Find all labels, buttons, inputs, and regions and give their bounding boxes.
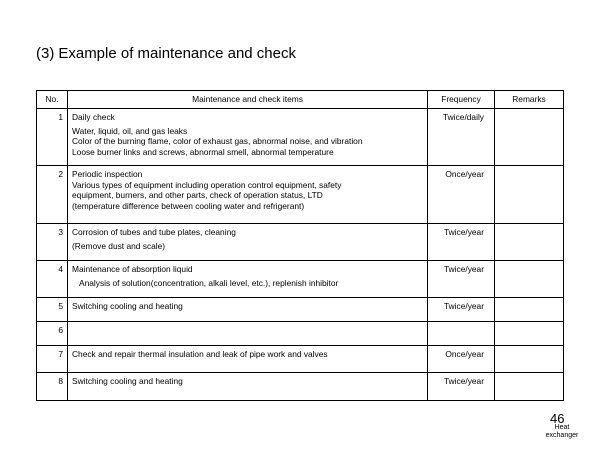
- row-item: [68, 373, 428, 401]
- item-line: Switching cooling and heating: [72, 376, 183, 386]
- row-frequency: Twice/year: [428, 373, 495, 401]
- item-line: Daily check: [72, 112, 115, 122]
- item-line: equipment, burners, and other parts, check of operation status, LTD: [72, 190, 323, 200]
- item-line: Various types of equipment including operation control equipment, safety: [72, 179, 342, 190]
- table-row: [37, 224, 564, 261]
- footer-label-line: Heat: [554, 424, 570, 431]
- table-row: [37, 109, 564, 166]
- header-remarks: Remarks: [495, 91, 564, 109]
- item-line: Corrosion of tubes and tube plates, cleaning: [72, 227, 236, 237]
- item-line: (temperature difference between cooling water and refrigerant): [72, 200, 305, 211]
- row-frequency: Twice/year: [428, 298, 495, 322]
- item-line: Water, liquid, oil, and gas leaks: [72, 125, 188, 136]
- row-remarks: [495, 322, 564, 346]
- row-item: [68, 298, 428, 322]
- footer-label-line: exchanger: [545, 432, 579, 439]
- item-line: Check and repair thermal insulation and leak of pipe work and valves: [72, 349, 328, 359]
- item-line: Color of the burning flame, color of exhaust gas, abnormal noise, and vibration: [72, 136, 363, 146]
- row-frequency: Twice/daily: [428, 109, 495, 166]
- footer-label: [541, 424, 583, 440]
- row-number: 8: [37, 373, 68, 401]
- row-remarks: [495, 346, 564, 373]
- page-number: 46: [550, 411, 565, 426]
- row-remarks: [495, 298, 564, 322]
- row-number: 2: [37, 166, 68, 224]
- row-remarks: [495, 224, 564, 261]
- item-line: Periodic inspection: [72, 169, 143, 179]
- table-row: [37, 346, 564, 373]
- item-line: Maintenance of absorption liquid: [72, 264, 193, 274]
- maintenance-table: [36, 90, 564, 401]
- row-item: [68, 166, 428, 224]
- row-number: 3: [37, 224, 68, 261]
- item-line: (Remove dust and scale): [72, 240, 166, 251]
- item-line: Loose burner links and screws, abnormal smell, abnormal temperature: [72, 146, 334, 157]
- table-row: [37, 298, 564, 322]
- row-remarks: [495, 373, 564, 401]
- row-remarks: [495, 261, 564, 298]
- table-row: [37, 261, 564, 298]
- row-item: [68, 224, 428, 261]
- table-row: [37, 322, 564, 346]
- table-header-row: [37, 91, 564, 109]
- row-frequency: Twice/year: [428, 224, 495, 261]
- row-frequency: Twice/year: [428, 261, 495, 298]
- row-item: [68, 261, 428, 298]
- page-title: [36, 45, 296, 62]
- row-item: [68, 346, 428, 373]
- section-number: (3): [36, 45, 55, 62]
- row-item: [68, 109, 428, 166]
- table-row: [37, 166, 564, 224]
- header-no: No.: [37, 91, 68, 109]
- row-frequency: Once/year: [428, 166, 495, 224]
- row-number: 6: [37, 322, 68, 346]
- section-title: Example of maintenance and check: [58, 45, 296, 62]
- row-remarks: [495, 166, 564, 224]
- row-number: 5: [37, 298, 68, 322]
- row-frequency: [428, 322, 495, 346]
- table-row: [37, 373, 564, 401]
- row-frequency: Once/year: [428, 346, 495, 373]
- item-line: Switching cooling and heating: [72, 301, 183, 311]
- row-number: 7: [37, 346, 68, 373]
- item-line: Analysis of solution(concentration, alkali level, etc.), replenish inhibitor: [79, 277, 339, 288]
- header-item: Maintenance and check items: [68, 91, 428, 109]
- row-item: [68, 322, 428, 346]
- row-number: 4: [37, 261, 68, 298]
- row-number: 1: [37, 109, 68, 166]
- row-remarks: [495, 109, 564, 166]
- header-frequency: Frequency: [428, 91, 495, 109]
